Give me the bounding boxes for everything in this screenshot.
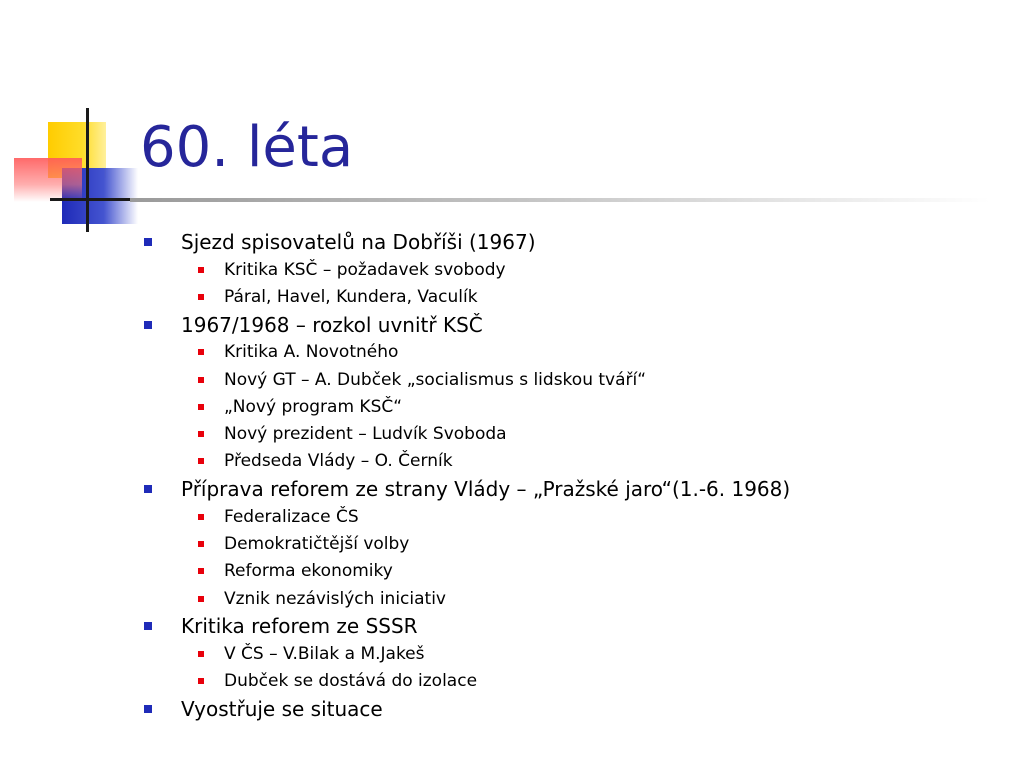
small-square-bullet-icon [198,431,204,437]
sub-bullet-list [144,503,1004,612]
sub-bullet-text: Nový GT – A. Dubček „socialismus s lidskou tváří“ [224,369,647,390]
sub-bullet-text: Kritika KSČ – požadavek svobody [224,259,506,280]
bullet-text: 1967/1968 – rozkol uvnitř KSČ [181,312,483,337]
square-bullet-icon [144,238,152,246]
sub-bullet-item [144,640,1004,667]
bullet-row [144,695,1004,723]
sub-bullet-text: Demokratičtější volby [224,534,410,555]
sub-bullet-text: Dubček se dostává do izolace [224,671,478,692]
sub-bullet-item [144,585,1004,612]
sub-bullet-item [144,558,1004,585]
bullet-item [144,612,1004,695]
sub-bullet-text: Předseda Vlády – O. Černík [224,451,453,472]
bullet-row [144,612,1004,640]
sub-bullet-item [144,256,1004,283]
small-square-bullet-icon [198,568,204,574]
sub-bullet-text: Reforma ekonomiky [224,561,393,582]
sub-bullet-text: Páral, Havel, Kundera, Vaculík [224,286,478,307]
small-square-bullet-icon [198,267,204,273]
bullet-item [144,475,1004,612]
small-square-bullet-icon [198,458,204,464]
small-square-bullet-icon [198,514,204,520]
sub-bullet-text: „Nový program KSČ“ [224,396,403,417]
slide-title: 60. léta [140,115,354,180]
sub-bullet-item [144,393,1004,420]
sub-bullet-item [144,420,1004,447]
bullet-item [144,228,1004,311]
slide-content [144,228,1004,723]
sub-bullet-item [144,366,1004,393]
bullet-item [144,695,1004,723]
square-bullet-icon [144,622,152,630]
decoration-vertical-line [86,108,89,232]
bullet-text: Příprava reforem ze strany Vlády – „Pražské jaro“(1.-6. 1968) [181,477,791,502]
bullet-row [144,228,1004,256]
sub-bullet-list [144,640,1004,695]
sub-bullet-item [144,339,1004,366]
sub-bullet-text: Kritika A. Novotného [224,342,399,363]
small-square-bullet-icon [198,596,204,602]
small-square-bullet-icon [198,294,204,300]
sub-bullet-text: Vznik nezávislých iniciativ [224,588,446,609]
decoration-horizontal-line [50,198,130,201]
square-bullet-icon [144,485,152,493]
sub-bullet-item [144,503,1004,530]
small-square-bullet-icon [198,651,204,657]
sub-bullet-item [144,668,1004,695]
small-square-bullet-icon [198,678,204,684]
decoration-red-square [14,158,82,202]
small-square-bullet-icon [198,541,204,547]
sub-bullet-text: Nový prezident – Ludvík Svoboda [224,424,507,445]
sub-bullet-text: Federalizace ČS [224,506,359,527]
small-square-bullet-icon [198,377,204,383]
sub-bullet-item [144,530,1004,557]
bullet-row [144,475,1004,503]
square-bullet-icon [144,321,152,329]
bullet-text: Kritika reforem ze SSSR [181,614,418,639]
sub-bullet-item [144,283,1004,310]
title-underline [130,198,990,202]
bullet-text: Vyostřuje se situace [181,696,383,721]
small-square-bullet-icon [198,404,204,410]
bullet-row [144,311,1004,339]
bullet-list [144,228,1004,723]
bullet-text: Sjezd spisovatelů na Dobříši (1967) [181,230,536,254]
sub-bullet-list [144,339,1004,475]
sub-bullet-list [144,256,1004,311]
sub-bullet-item [144,448,1004,475]
bullet-item [144,311,1004,475]
title-decoration [0,100,150,240]
small-square-bullet-icon [198,349,204,355]
square-bullet-icon [144,705,152,713]
sub-bullet-text: V ČS – V.Bilak a M.Jakeš [224,643,425,664]
